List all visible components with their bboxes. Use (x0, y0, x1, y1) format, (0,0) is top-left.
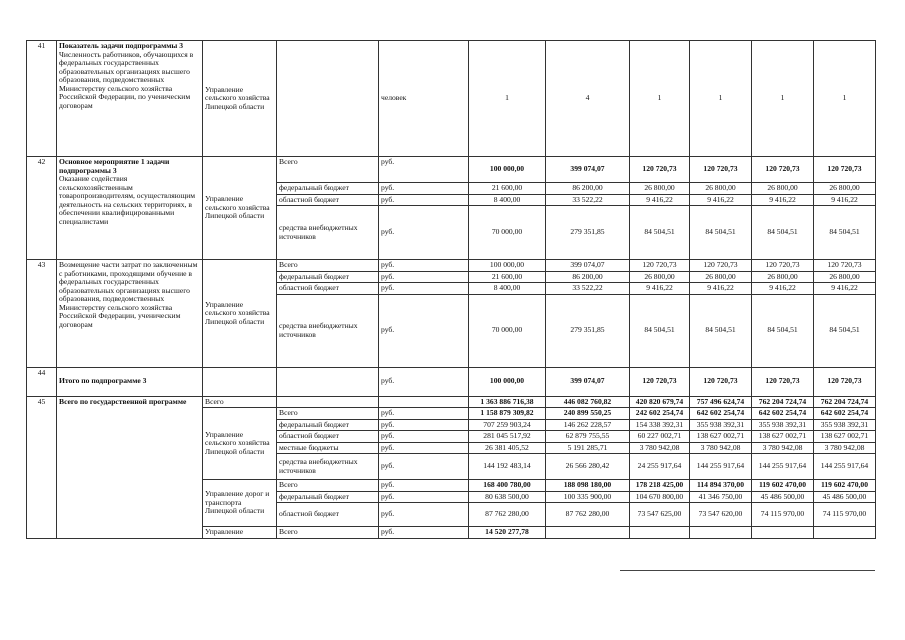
source-cell (277, 396, 379, 408)
source-cell: федеральный бюджет (277, 419, 379, 431)
value-cell: 355 938 392,31 (690, 419, 752, 431)
value-cell: 120 720,73 (690, 367, 752, 396)
unit-cell (379, 396, 469, 408)
value-cell: 9 416,22 (752, 194, 814, 206)
unit-cell: руб. (379, 183, 469, 195)
source-cell: средства внебюджетных источников (277, 206, 379, 260)
row-number: 44 (27, 367, 57, 396)
value-cell: 74 115 970,00 (752, 503, 814, 527)
value-cell: 3 780 942,08 (814, 442, 876, 454)
value-cell: 80 638 500,00 (469, 491, 546, 503)
value-cell: 9 416,22 (690, 194, 752, 206)
value-cell: 24 255 917,64 (630, 454, 690, 480)
row-description: Возмещение части затрат по заключенным с работниками, проходящими обучение в федеральных государственных образовательных организациях высшего образования, подведомственных Министерству сельского хозяйства Российской Федерации, ученическим договорам (57, 260, 203, 368)
value-cell: 1 (469, 41, 546, 157)
value-cell: 21 600,00 (469, 271, 546, 283)
row-title: Всего по государственной программе (57, 396, 203, 538)
executor-cell: Управление дорог и транспорта Липецкой области (203, 480, 277, 527)
value-cell (630, 527, 690, 539)
value-cell: 74 115 970,00 (814, 503, 876, 527)
source-cell (277, 41, 379, 157)
value-cell: 100 000,00 (469, 157, 546, 183)
row-number: 43 (27, 260, 57, 368)
value-cell: 144 255 917,64 (814, 454, 876, 480)
value-cell: 120 720,73 (814, 260, 876, 272)
value-cell: 355 938 392,31 (814, 419, 876, 431)
value-cell: 762 204 724,74 (752, 396, 814, 408)
value-cell: 9 416,22 (752, 283, 814, 295)
source-cell: Всего (277, 480, 379, 492)
value-cell: 242 602 254,74 (630, 408, 690, 420)
row-number: 45 (27, 396, 57, 538)
value-cell: 60 227 002,71 (630, 431, 690, 443)
value-cell: 26 381 405,52 (469, 442, 546, 454)
value-cell: 84 504,51 (814, 294, 876, 367)
value-cell: 70 000,00 (469, 206, 546, 260)
value-cell: 84 504,51 (752, 294, 814, 367)
source-cell: федеральный бюджет (277, 183, 379, 195)
value-cell: 1 (630, 41, 690, 157)
value-cell: 120 720,73 (752, 260, 814, 272)
value-cell: 26 800,00 (814, 271, 876, 283)
value-cell: 762 204 724,74 (814, 396, 876, 408)
value-cell: 100 335 900,00 (546, 491, 630, 503)
source-cell: областной бюджет (277, 194, 379, 206)
source-cell: областной бюджет (277, 283, 379, 295)
value-cell: 26 800,00 (752, 183, 814, 195)
value-cell: 104 670 800,00 (630, 491, 690, 503)
row-text: Оказание содействия сельскохозяйственным товаропроизводителям, осуществляющим деятельность на сельских территориях, в обеспечении квалифицированными специалистами (59, 174, 196, 226)
value-cell: 26 800,00 (630, 183, 690, 195)
value-cell: 399 074,07 (546, 260, 630, 272)
value-cell: 138 627 002,71 (752, 431, 814, 443)
executor-cell: Управление сельского хозяйства Липецкой области (203, 408, 277, 480)
unit-cell: руб. (379, 503, 469, 527)
value-cell: 26 800,00 (752, 271, 814, 283)
row-title: Основное мероприятие 1 задачи подпрограммы 3 (59, 157, 170, 175)
value-cell: 1 (690, 41, 752, 157)
value-cell: 26 800,00 (690, 183, 752, 195)
value-cell: 33 522,22 (546, 283, 630, 295)
value-cell: 86 200,00 (546, 183, 630, 195)
value-cell: 9 416,22 (630, 283, 690, 295)
value-cell: 84 504,51 (630, 206, 690, 260)
value-cell: 9 416,22 (814, 283, 876, 295)
source-cell: местные бюджеты (277, 442, 379, 454)
value-cell: 120 720,73 (630, 157, 690, 183)
budget-table (26, 40, 876, 539)
value-cell (752, 527, 814, 539)
value-cell: 100 000,00 (469, 260, 546, 272)
unit-cell: руб. (379, 194, 469, 206)
value-cell: 146 262 228,57 (546, 419, 630, 431)
value-cell: 3 780 942,08 (752, 442, 814, 454)
value-cell: 100 000,00 (469, 367, 546, 396)
value-cell: 73 547 620,00 (690, 503, 752, 527)
value-cell: 281 045 517,92 (469, 431, 546, 443)
unit-cell: руб. (379, 454, 469, 480)
unit-cell: руб. (379, 408, 469, 420)
value-cell: 4 (546, 41, 630, 157)
value-cell: 144 255 917,64 (752, 454, 814, 480)
source-cell: федеральный бюджет (277, 491, 379, 503)
executor-cell: Управление (203, 527, 277, 539)
value-cell: 1 (814, 41, 876, 157)
executor-cell: Управление сельского хозяйства Липецкой области (203, 41, 277, 157)
source-cell (277, 367, 379, 396)
value-cell: 446 082 760,82 (546, 396, 630, 408)
source-cell: Всего (203, 396, 277, 408)
unit-cell: руб. (379, 206, 469, 260)
source-cell: областной бюджет (277, 431, 379, 443)
source-cell: средства внебюджетных источников (277, 454, 379, 480)
value-cell: 62 879 755,55 (546, 431, 630, 443)
value-cell: 26 800,00 (690, 271, 752, 283)
table-row (27, 260, 876, 272)
value-cell: 84 504,51 (630, 294, 690, 367)
value-cell: 188 098 180,00 (546, 480, 630, 492)
unit-cell: руб. (379, 491, 469, 503)
value-cell (690, 527, 752, 539)
row-description (57, 41, 203, 157)
value-cell: 119 602 470,00 (752, 480, 814, 492)
value-cell: 70 000,00 (469, 294, 546, 367)
value-cell: 154 338 392,31 (630, 419, 690, 431)
value-cell: 73 547 625,00 (630, 503, 690, 527)
source-cell: средства внебюджетных источников (277, 294, 379, 367)
unit-cell: руб. (379, 442, 469, 454)
scan-edge-line (620, 570, 875, 571)
value-cell: 41 346 750,00 (690, 491, 752, 503)
value-cell: 119 602 470,00 (814, 480, 876, 492)
row-number: 42 (27, 157, 57, 260)
source-cell: федеральный бюджет (277, 271, 379, 283)
value-cell: 9 416,22 (814, 194, 876, 206)
value-cell: 21 600,00 (469, 183, 546, 195)
value-cell: 84 504,51 (690, 206, 752, 260)
unit-cell: руб. (379, 367, 469, 396)
table-row (27, 396, 876, 408)
value-cell: 120 720,73 (752, 157, 814, 183)
value-cell: 1 (752, 41, 814, 157)
executor-cell (203, 367, 277, 396)
value-cell: 33 522,22 (546, 194, 630, 206)
value-cell: 114 894 370,00 (690, 480, 752, 492)
table-row (27, 41, 876, 157)
value-cell: 642 602 254,74 (752, 408, 814, 420)
value-cell: 279 351,85 (546, 206, 630, 260)
unit-cell: человек (379, 41, 469, 157)
value-cell: 9 416,22 (690, 283, 752, 295)
value-cell: 399 074,07 (546, 367, 630, 396)
value-cell: 144 192 483,14 (469, 454, 546, 480)
value-cell: 757 496 624,74 (690, 396, 752, 408)
value-cell: 1 363 886 716,38 (469, 396, 546, 408)
value-cell: 3 780 942,08 (690, 442, 752, 454)
value-cell: 138 627 002,71 (814, 431, 876, 443)
unit-cell: руб. (379, 260, 469, 272)
value-cell: 120 720,73 (814, 157, 876, 183)
unit-cell: руб. (379, 480, 469, 492)
unit-cell: руб. (379, 271, 469, 283)
unit-cell: руб. (379, 157, 469, 183)
unit-cell: руб. (379, 294, 469, 367)
unit-cell: руб. (379, 283, 469, 295)
value-cell: 26 800,00 (814, 183, 876, 195)
value-cell: 399 074,07 (546, 157, 630, 183)
value-cell: 120 720,73 (690, 260, 752, 272)
value-cell: 240 899 550,25 (546, 408, 630, 420)
value-cell: 87 762 280,00 (469, 503, 546, 527)
value-cell: 707 259 903,24 (469, 419, 546, 431)
value-cell: 9 416,22 (630, 194, 690, 206)
value-cell (546, 527, 630, 539)
source-cell: Всего (277, 408, 379, 420)
value-cell: 8 400,00 (469, 283, 546, 295)
value-cell: 279 351,85 (546, 294, 630, 367)
value-cell: 1 158 879 309,82 (469, 408, 546, 420)
source-cell: Всего (277, 527, 379, 539)
value-cell: 45 486 500,00 (752, 491, 814, 503)
unit-cell: руб. (379, 419, 469, 431)
value-cell: 14 520 277,78 (469, 527, 546, 539)
value-cell: 87 762 280,00 (546, 503, 630, 527)
value-cell: 86 200,00 (546, 271, 630, 283)
table-row (27, 157, 876, 183)
source-cell: Всего (277, 157, 379, 183)
value-cell: 138 627 002,71 (690, 431, 752, 443)
row-title: Итого по подпрограмме 3 (57, 367, 203, 396)
value-cell: 120 720,73 (630, 260, 690, 272)
value-cell: 120 720,73 (752, 367, 814, 396)
row-title: Показатель задачи подпрограммы 3 (59, 41, 184, 50)
row-number: 41 (27, 41, 57, 157)
value-cell: 178 218 425,00 (630, 480, 690, 492)
source-cell: Всего (277, 260, 379, 272)
value-cell: 84 504,51 (752, 206, 814, 260)
row-description (57, 157, 203, 260)
value-cell: 120 720,73 (630, 367, 690, 396)
value-cell: 168 400 780,00 (469, 480, 546, 492)
table-row (27, 367, 876, 396)
value-cell: 26 566 280,42 (546, 454, 630, 480)
unit-cell: руб. (379, 431, 469, 443)
value-cell: 642 602 254,74 (814, 408, 876, 420)
executor-cell: Управление сельского хозяйства Липецкой области (203, 157, 277, 260)
value-cell (814, 527, 876, 539)
value-cell: 120 720,73 (814, 367, 876, 396)
value-cell: 3 780 942,08 (630, 442, 690, 454)
value-cell: 420 820 679,74 (630, 396, 690, 408)
value-cell: 144 255 917,64 (690, 454, 752, 480)
value-cell: 120 720,73 (690, 157, 752, 183)
row-text: Численность работников, обучающихся в федеральных государственных образовательных организациях высшего образования, подведомственных Министерству сельского хозяйства Российской Федерации, по ученическим договорам (59, 49, 194, 110)
value-cell: 84 504,51 (814, 206, 876, 260)
value-cell: 84 504,51 (690, 294, 752, 367)
value-cell: 26 800,00 (630, 271, 690, 283)
value-cell: 5 191 285,71 (546, 442, 630, 454)
value-cell: 355 938 392,31 (752, 419, 814, 431)
source-cell: областной бюджет (277, 503, 379, 527)
value-cell: 45 486 500,00 (814, 491, 876, 503)
value-cell: 8 400,00 (469, 194, 546, 206)
value-cell: 642 602 254,74 (690, 408, 752, 420)
executor-cell: Управление сельского хозяйства Липецкой области (203, 260, 277, 368)
unit-cell: руб. (379, 527, 469, 539)
